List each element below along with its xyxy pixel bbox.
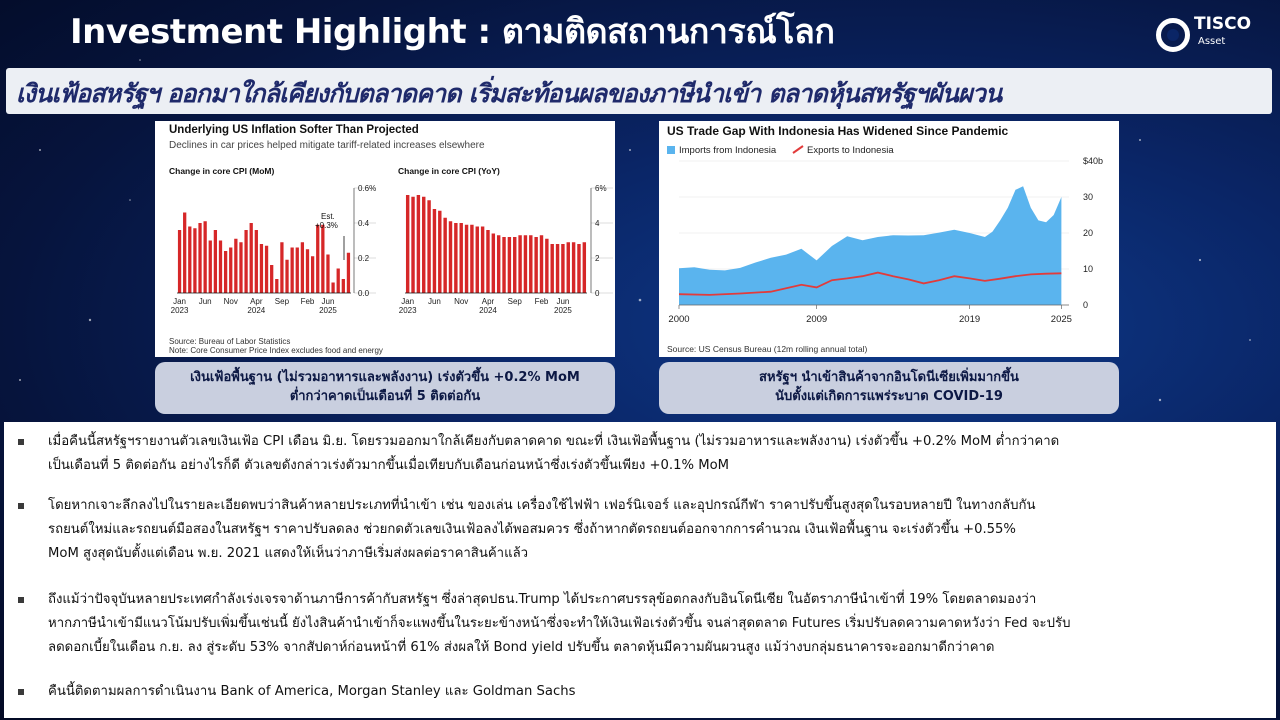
bar bbox=[433, 209, 436, 293]
bar bbox=[534, 237, 537, 293]
bar bbox=[326, 255, 329, 294]
x-tick-label: Jan bbox=[173, 297, 187, 306]
bar bbox=[492, 234, 495, 294]
legend-exports-swatch bbox=[793, 146, 803, 153]
bar bbox=[183, 213, 186, 294]
trade-chart bbox=[659, 121, 1119, 357]
bar bbox=[193, 228, 196, 293]
bar bbox=[347, 253, 350, 293]
bar bbox=[443, 218, 446, 293]
bar bbox=[518, 235, 521, 293]
bar bbox=[331, 283, 334, 294]
bar bbox=[275, 279, 278, 293]
bar bbox=[556, 244, 559, 293]
bar bbox=[438, 211, 441, 293]
bar bbox=[265, 246, 268, 293]
y-tick-label: 0.2 bbox=[358, 254, 370, 263]
bullet-line: รถยนต์ใหม่และรถยนต์มือสองในสหรัฐฯ ราคาปรับลดลง ช่วยกดตัวเลขเงินเฟ้อลงได้พอสมควร ซึ่งถ้าหากตัดรถยนต์ออกจากการคำนวณ เงินเฟ้อพื้นฐาน จะเร่งตัวขึ้น +0.55% bbox=[48, 522, 1016, 537]
bar bbox=[285, 260, 288, 293]
bar bbox=[540, 235, 543, 293]
bar bbox=[239, 242, 242, 293]
y-tick-label: 4 bbox=[595, 219, 600, 228]
yoy-panel-title: Change in core CPI (YoY) bbox=[398, 166, 500, 176]
left-caption bbox=[155, 362, 615, 414]
x-tick-year: 2024 bbox=[479, 306, 497, 315]
legend-imports-swatch bbox=[667, 146, 675, 154]
x-tick-label: Sep bbox=[507, 297, 522, 306]
bullet-line: MoM สูงสุดนับตั้งแต่เดือน พ.ย. 2021 แสดงให้เห็นว่าภาษีเริ่มส่งผลต่อราคาสินค้าแล้ว bbox=[48, 546, 529, 561]
x-tick-year: 2025 bbox=[554, 306, 572, 315]
x-tick-label: 2009 bbox=[806, 314, 828, 325]
y-tick-label: 0.6% bbox=[358, 184, 377, 193]
right-caption-line-1: สหรัฐฯ นำเข้าสินค้าจากอินโดนีเซียเพิ่มมากขึ้น bbox=[759, 370, 1019, 385]
bar bbox=[209, 241, 212, 294]
bullet-line: หากภาษีนำเข้ามีแนวโน้มปรับเพิ่มขึ้นเช่นนี้ ยังไงสินค้านำเข้าก็จะแพงขึ้นในระยะข้างหน้าซึ่งจะทำให้เงินเฟ้อเร่งตัวขึ้น จนล่าสุดตลาด Futures เริ่มปรับลดความคาดหวังว่า Fed จะปรับ bbox=[48, 616, 1071, 631]
chart-title: Underlying US Inflation Softer Than Projected bbox=[169, 124, 419, 136]
mom-panel-title: Change in core CPI (MoM) bbox=[169, 166, 275, 176]
bar bbox=[454, 223, 457, 293]
bar bbox=[524, 235, 527, 293]
bar bbox=[188, 227, 191, 294]
bar bbox=[316, 225, 319, 293]
bar bbox=[572, 242, 575, 293]
bar bbox=[260, 244, 263, 293]
bar bbox=[214, 230, 217, 293]
bullet-line: เป็นเดือนที่ 5 ติดต่อกัน อย่างไรก็ดี ตัวเลขดังกล่าวเร่งตัวมากขึ้นเมื่อเทียบกับเดือนก่อนหน้าซึ่งเร่งตัวขึ้นเพียง +0.1% MoM bbox=[48, 458, 730, 473]
bar bbox=[529, 235, 532, 293]
bar bbox=[250, 223, 253, 293]
right-caption bbox=[659, 362, 1119, 414]
bar bbox=[427, 200, 430, 293]
bar bbox=[470, 225, 473, 293]
y-tick-label: 10 bbox=[1083, 264, 1094, 274]
left-caption-line-1: เงินเฟ้อพื้นฐาน (ไม่รวมอาหารและพลังงาน) เร่งตัวขึ้น +0.2% MoM bbox=[190, 370, 580, 385]
inflation-chart bbox=[155, 121, 615, 357]
right-caption-line-2: นับตั้งแต่เกิดการแพร่ระบาด COVID-19 bbox=[775, 389, 1003, 404]
x-tick-label: 2019 bbox=[959, 314, 981, 325]
bullet-item bbox=[18, 494, 1254, 566]
bar bbox=[178, 230, 181, 293]
chart-title: US Trade Gap With Indonesia Has Widened Since Pandemic bbox=[667, 124, 1009, 138]
logo-mark-icon bbox=[1156, 18, 1190, 52]
y-tick-label: 0.4 bbox=[358, 219, 370, 228]
bar bbox=[321, 225, 324, 293]
bar bbox=[577, 244, 580, 293]
y-tick-label: 6% bbox=[595, 184, 607, 193]
bullet-square-icon bbox=[18, 597, 24, 603]
imports-area bbox=[679, 186, 1061, 305]
bar bbox=[465, 225, 468, 293]
x-tick-year: 2024 bbox=[247, 306, 266, 315]
bullet-line: คืนนี้ติดตามผลการดำเนินงาน Bank of America, Morgan Stanley และ Goldman Sachs bbox=[48, 684, 576, 699]
bar bbox=[234, 239, 237, 293]
bar bbox=[486, 230, 489, 293]
logo-subtext: Asset bbox=[1198, 36, 1226, 47]
legend-exports-label: Exports to Indonesia bbox=[807, 145, 894, 156]
bar bbox=[229, 248, 232, 294]
x-tick-label: Feb bbox=[300, 297, 315, 306]
x-tick-label: Sep bbox=[274, 297, 290, 306]
bar bbox=[545, 239, 548, 293]
bar bbox=[224, 251, 227, 293]
x-tick-year: 2025 bbox=[319, 306, 337, 315]
bar bbox=[476, 227, 479, 294]
x-tick-year: 2023 bbox=[170, 306, 189, 315]
bar bbox=[502, 237, 505, 293]
bar bbox=[513, 237, 516, 293]
y-tick-label: 2 bbox=[595, 254, 600, 263]
x-tick-year: 2023 bbox=[398, 306, 417, 315]
bar bbox=[306, 249, 309, 293]
bullet-item bbox=[18, 680, 1254, 704]
y-tick-label: 30 bbox=[1083, 192, 1094, 202]
bar bbox=[291, 248, 294, 294]
bar bbox=[417, 195, 420, 293]
bar bbox=[244, 230, 247, 293]
bar bbox=[301, 242, 304, 293]
page-title: Investment Highlight : ตามติดสถานการณ์โลก bbox=[70, 12, 835, 52]
bar bbox=[411, 197, 414, 293]
headline-bar bbox=[6, 68, 1272, 114]
y-tick-label: $40b bbox=[1083, 156, 1104, 166]
bullet-item bbox=[18, 588, 1254, 660]
bar bbox=[280, 242, 283, 293]
bar bbox=[296, 248, 299, 294]
chart-note: Note: Core Consumer Price Index excludes food and energy bbox=[169, 346, 383, 355]
chart-subtitle: Declines in car prices helped mitigate tariff-related increases elsewhere bbox=[169, 140, 485, 151]
bar bbox=[481, 227, 484, 294]
bar bbox=[449, 221, 452, 293]
bar bbox=[219, 241, 222, 294]
x-tick-label: 2025 bbox=[1050, 314, 1072, 325]
x-tick-label: Jun bbox=[556, 297, 570, 306]
est-value-annotation: +0.3% bbox=[315, 221, 338, 230]
trade-chart-panel bbox=[659, 121, 1119, 357]
headline: เงินเฟ้อสหรัฐฯ ออกมาใกล้เคียงกับตลาดคาด เริ่มสะท้อนผลของภาษีนำเข้า ตลาดหุ้นสหรัฐฯผันผวน bbox=[16, 79, 1002, 108]
chart-source: Source: Bureau of Labor Statistics bbox=[169, 337, 291, 346]
x-tick-label: Apr bbox=[250, 297, 263, 306]
x-tick-label: Nov bbox=[223, 297, 238, 306]
bar bbox=[255, 230, 258, 293]
x-tick-label: Feb bbox=[534, 297, 549, 306]
bar bbox=[198, 223, 201, 293]
est-annotation: Est. bbox=[321, 212, 335, 221]
bar bbox=[459, 223, 462, 293]
tisco-logo bbox=[1156, 14, 1252, 54]
bullet-square-icon bbox=[18, 439, 24, 445]
x-tick-label: Jan bbox=[401, 297, 415, 306]
commentary-box bbox=[4, 422, 1276, 718]
bar bbox=[311, 256, 314, 293]
bullet-square-icon bbox=[18, 503, 24, 509]
bar bbox=[567, 242, 570, 293]
bullet-line: โดยหากเจาะลึกลงไปในรายละเอียดพบว่าสินค้าหลายประเภทที่นำเข้า เช่น ของเล่น เครื่องใช้ไฟฟ้า เฟอร์นิเจอร์ และอุปกรณ์กีฬา ราคาปรับขึ้นสูงสุดในรอบหลายปี ในทางกลับกัน bbox=[48, 498, 1036, 513]
x-tick-label: Jun bbox=[198, 297, 212, 306]
bar bbox=[342, 279, 345, 293]
x-tick-label: 2000 bbox=[668, 314, 690, 325]
y-tick-label: 0.0 bbox=[358, 289, 370, 298]
bar bbox=[550, 244, 553, 293]
bullet-line: เมื่อคืนนี้สหรัฐฯรายงานตัวเลขเงินเฟ้อ CPI เดือน มิ.ย. โดยรวมออกมาใกล้เคียงกับตลาดคาด ขณะที่ เงินเฟ้อพื้นฐาน (ไม่รวมอาหารและพลังงาน) เร่งตัวขึ้น +0.2% MoM ต่ำกว่าคาด bbox=[48, 434, 1060, 449]
bar bbox=[508, 237, 511, 293]
bullet-item bbox=[18, 430, 1254, 478]
x-tick-label: Jun bbox=[321, 297, 335, 306]
bar bbox=[497, 235, 500, 293]
bullet-square-icon bbox=[18, 689, 24, 695]
bullet-line: ลดดอกเบี้ยในเดือน ก.ย. ลง สู่ระดับ 53% จากสัปดาห์ก่อนหน้าที่ 61% ส่งผลให้ Bond yield ปรับขึ้น ตลาดหุ้นมีความผันผวนสูง แม้ว่างบกลุ่มธนาคารจะออกมาดีกว่าคาด bbox=[48, 640, 995, 655]
chart-source: Source: US Census Bureau (12m rolling annual total) bbox=[667, 344, 868, 354]
inflation-chart-panel bbox=[155, 121, 615, 357]
bar bbox=[204, 221, 207, 293]
bar bbox=[337, 269, 340, 294]
bar bbox=[561, 244, 564, 293]
left-caption-line-2: ต่ำกว่าคาดเป็นเดือนที่ 5 ติดต่อกัน bbox=[289, 389, 481, 404]
logo-text: TISCO bbox=[1194, 14, 1252, 34]
bar bbox=[583, 242, 586, 293]
bar bbox=[406, 195, 409, 293]
x-tick-label: Jun bbox=[427, 297, 441, 306]
y-tick-label: 0 bbox=[595, 289, 600, 298]
bar bbox=[270, 265, 273, 293]
y-tick-label: 20 bbox=[1083, 228, 1094, 238]
legend-imports-label: Imports from Indonesia bbox=[679, 145, 777, 156]
x-tick-label: Nov bbox=[454, 297, 469, 306]
bar bbox=[422, 197, 425, 293]
x-tick-label: Apr bbox=[481, 297, 495, 306]
bullet-line: ถึงแม้ว่าปัจจุบันหลายประเทศกำลังเร่งเจรจาด้านภาษีการค้ากับสหรัฐฯ ซึ่งล่าสุดปธน.Trump ได้ประกาศบรรลุข้อตกลงกับอินโดนีเซีย ในอัตราภาษีนำเข้าที่ 19% โดยตลาดมองว่า bbox=[48, 592, 1037, 607]
y-tick-label: 0 bbox=[1083, 300, 1089, 310]
